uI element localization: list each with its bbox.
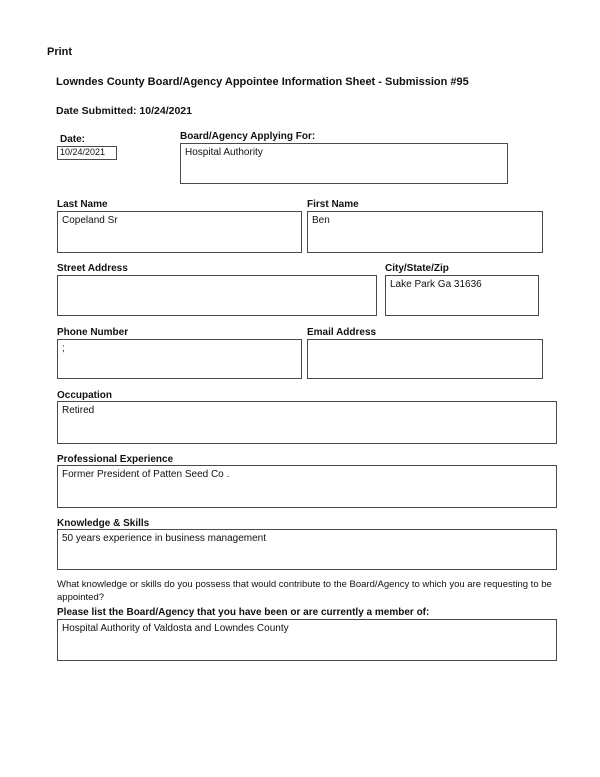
phone-number-label: Phone Number	[57, 327, 129, 338]
city-state-zip-field: Lake Park Ga 31636	[385, 275, 539, 316]
city-state-zip-label: City/State/Zip	[385, 263, 449, 274]
occupation-field: Retired	[57, 401, 557, 444]
date-label: Date:	[60, 134, 86, 145]
professional-experience-label: Professional Experience	[57, 454, 174, 465]
board-agency-label: Board/Agency Applying For:	[180, 131, 316, 142]
knowledge-skills-helper-text: What knowledge or skills do you possess that would contribute to the Board/Agency to which you are requesting to be appointed?	[57, 579, 552, 604]
last-name-label: Last Name	[57, 199, 108, 210]
board-agency-field: Hospital Authority	[180, 143, 508, 184]
street-address-field	[57, 275, 377, 316]
member-of-label: Please list the Board/Agency that you have been or are currently a member of:	[57, 607, 430, 618]
knowledge-skills-field: 50 years experience in business management	[57, 529, 557, 570]
member-of-field: Hospital Authority of Valdosta and Lowndes County	[57, 619, 557, 661]
first-name-field: Ben	[307, 211, 543, 253]
page-title: Lowndes County Board/Agency Appointee Information Sheet - Submission #95	[56, 76, 469, 88]
last-name-field: Copeland Sr	[57, 211, 302, 253]
street-address-label: Street Address	[57, 263, 128, 274]
professional-experience-field: Former President of Patten Seed Co .	[57, 465, 557, 508]
occupation-label: Occupation	[57, 390, 113, 401]
first-name-label: First Name	[307, 199, 359, 210]
date-field: 10/24/2021	[57, 146, 117, 160]
knowledge-skills-label: Knowledge & Skills	[57, 518, 150, 529]
email-address-field	[307, 339, 543, 379]
print-button[interactable]: Print	[47, 46, 73, 58]
phone-number-field: ;	[57, 339, 302, 379]
date-submitted: Date Submitted: 10/24/2021	[56, 105, 192, 117]
email-address-label: Email Address	[307, 327, 377, 338]
